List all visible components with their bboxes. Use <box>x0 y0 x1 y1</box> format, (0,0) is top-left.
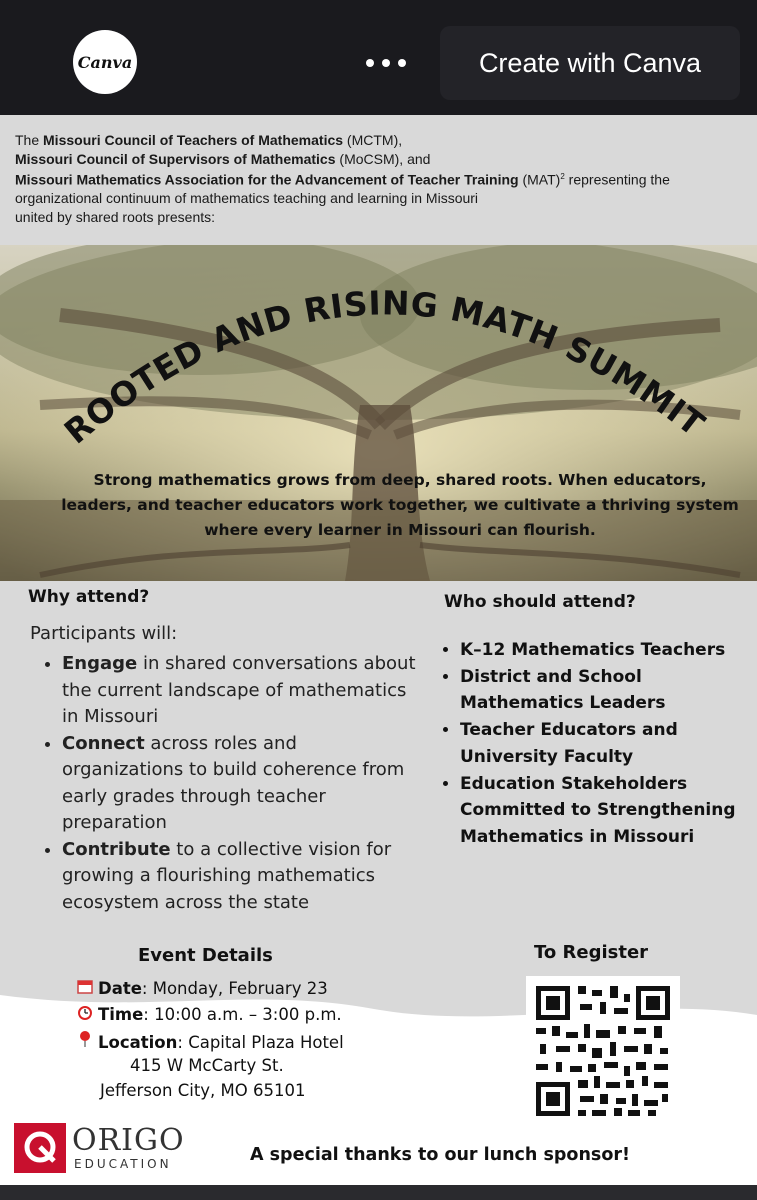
alarm-clock-icon <box>76 1004 94 1024</box>
list-item-text: in shared conversations about the current landscape of mathematics in Missouri <box>62 653 416 727</box>
list-item: • K–12 Mathematics Teachers <box>460 637 750 664</box>
list-item-keyword: Connect <box>62 732 145 754</box>
ellipsis-icon <box>398 59 406 67</box>
who-should-attend-list <box>438 637 750 851</box>
canva-topbar <box>0 0 757 115</box>
why-attend-list <box>38 651 422 916</box>
list-item <box>62 651 422 731</box>
org-mat2-abbr: (MAT) <box>518 171 561 188</box>
org-mocsm: Missouri Council of Supervisors of Mathematics <box>15 150 336 167</box>
time-label: Time <box>98 1005 144 1024</box>
list-item <box>62 731 422 837</box>
participants-intro: Participants will: <box>30 623 178 644</box>
origo-education-logo <box>14 1121 234 1175</box>
list-item-keyword: Engage <box>62 653 138 674</box>
register-heading: To Register <box>534 942 649 963</box>
sponsor-thanks: A special thanks to our lunch sponsor! <box>250 1145 630 1165</box>
org-mocsm-abbr: (MoCSM), and <box>335 150 431 167</box>
list-item-text: across roles and organizations to build coherence from early grades through teacher preparation <box>62 732 405 833</box>
address-line-1: 415 W McCarty St. <box>130 1056 284 1075</box>
origo-subtitle: EDUCATION <box>74 1157 172 1171</box>
event-details-heading: Event Details <box>138 945 273 966</box>
list-item: • District and School Mathematics Leaders <box>460 664 750 717</box>
why-attend-heading: Why attend? <box>28 587 150 607</box>
calendar-icon <box>76 978 94 998</box>
registration-qr-code[interactable] <box>526 976 680 1126</box>
create-with-canva-button[interactable]: Create with Canva <box>440 26 740 100</box>
org-mat2: Missouri Mathematics Association for the Advancement of Teacher Training <box>15 171 519 188</box>
summit-tagline: Strong mathematics grows from deep, shared roots. When educators, leaders, and teacher educators work together, we cultivate a thriving system where every learner in Missouri can flourish. <box>61 471 739 539</box>
list-item <box>62 837 422 917</box>
ellipsis-icon <box>382 59 390 67</box>
canva-logo[interactable]: Canva <box>73 30 137 94</box>
org-mat2-sup: 2 <box>560 172 565 181</box>
summit-banner <box>0 245 757 581</box>
qr-code-icon <box>526 976 680 1126</box>
origo-wordmark: ORIGO <box>72 1123 185 1158</box>
bottom-bar <box>0 1185 757 1200</box>
intro-line3-rest: representing the <box>564 171 670 188</box>
org-mctm: Missouri Council of Teachers of Mathematics <box>43 132 344 148</box>
flyer-page <box>0 115 757 1185</box>
intro-line5: united by shared roots presents: <box>15 208 216 225</box>
list-item-keyword: Contribute <box>62 838 171 860</box>
event-location <box>76 1030 344 1052</box>
org-mctm-abbr: (MCTM), <box>343 132 403 148</box>
list-item: • Education Stakeholders Committed to Strengthening Mathematics in Missouri <box>460 771 750 851</box>
event-time <box>76 1004 342 1024</box>
who-should-attend-heading: Who should attend? <box>444 592 636 612</box>
more-options-button[interactable] <box>366 52 406 74</box>
date-label: Date <box>98 979 142 998</box>
time-value: : 10:00 a.m. – 3:00 p.m. <box>143 1005 342 1024</box>
event-date <box>76 978 328 998</box>
svg-text:ROOTED AND RISING MATH SUMMIT <box>57 283 712 451</box>
list-item-text: to a collective vision for growing a flourishing mathematics ecosystem across the state <box>62 838 392 913</box>
list-item: • Teacher Educators and University Faculty <box>460 717 750 770</box>
intro-text <box>15 131 735 226</box>
address-line-2: Jefferson City, MO 65101 <box>100 1081 306 1100</box>
summit-title: ROOTED AND RISING MATH SUMMIT <box>56 283 713 452</box>
intro-line4: organizational continuum of mathematics teaching and learning in Missouri <box>15 190 479 207</box>
location-label: Location <box>98 1033 178 1052</box>
date-value: : Monday, February 23 <box>141 979 328 998</box>
ellipsis-icon <box>366 59 374 67</box>
pin-icon <box>76 1030 94 1052</box>
location-value: : Capital Plaza Hotel <box>177 1033 344 1052</box>
intro-the: The <box>15 132 40 148</box>
